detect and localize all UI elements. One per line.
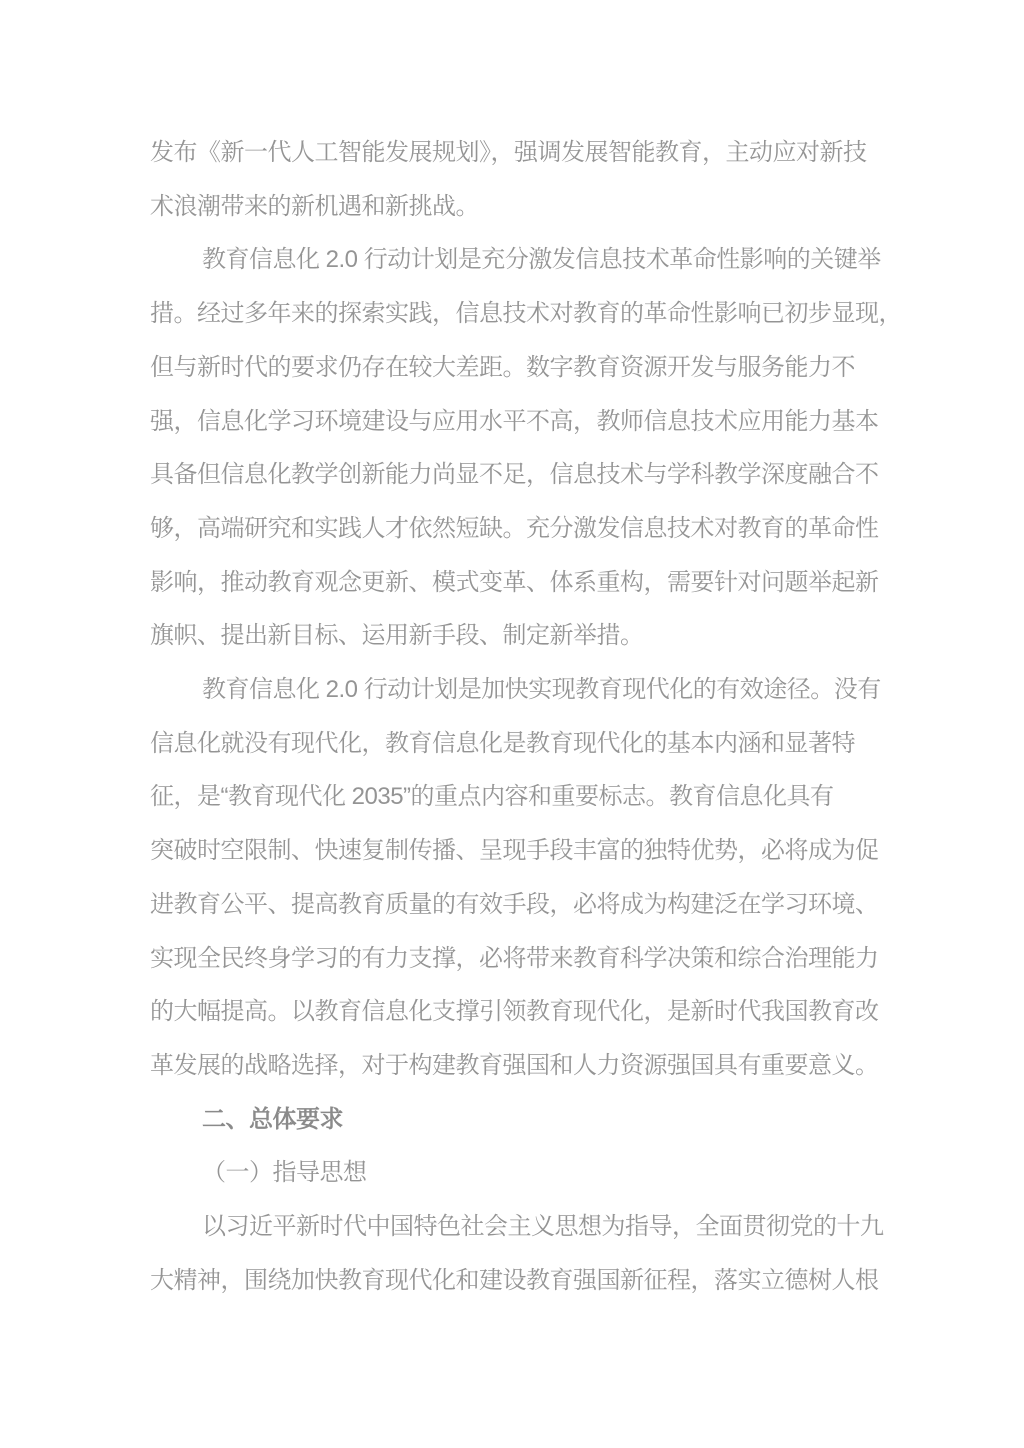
body-text-line: 术浪潮带来的新机遇和新挑战。 (150, 192, 479, 220)
body-text-line: 够，高端研究和实践人才依然短缺。充分激发信息技术对教育的革命性 (150, 514, 879, 542)
body-text-line: 实现全民终身学习的有力支撑，必将带来教育科学决策和综合治理能力 (150, 944, 879, 972)
body-text-line: 以习近平新时代中国特色社会主义思想为指导，全面贯彻党的十九 (202, 1213, 884, 1241)
body-text-line: 但与新时代的要求仍存在较大差距。数字教育资源开发与服务能力不 (150, 353, 855, 381)
body-text-line: 具备但信息化教学创新能力尚显不足，信息技术与学科教学深度融合不 (150, 461, 879, 489)
body-text-line: 影响，推动教育观念更新、模式变革、体系重构，需要针对问题举起新 (150, 568, 879, 596)
body-text-line: 信息化就没有现代化，教育信息化是教育现代化的基本内涵和显著特 (150, 729, 855, 757)
subsection-heading-line: （一）指导思想 (202, 1159, 367, 1187)
body-text-line: 教育信息化 2.0 行动计划是加快实现教育现代化的有效途径。没有 (202, 676, 881, 704)
body-text-line: 旗帜、提出新目标、运用新手段、制定新举措。 (150, 622, 644, 650)
body-text-line: 征，是“教育现代化 2035”的重点内容和重要标志。教育信息化具有 (150, 783, 834, 811)
section-heading-line: 二、总体要求 (202, 1105, 343, 1133)
body-text-line: 革发展的战略选择，对于构建教育强国和人力资源强国具有重要意义。 (150, 1051, 879, 1079)
body-text-line: 发布《新一代人工智能发展规划》，强调发展智能教育，主动应对新技 (150, 139, 867, 166)
body-text-line: 的大幅提高。以教育信息化支撑引领教育现代化，是新时代我国教育改 (150, 998, 879, 1026)
body-text-line: 措。经过多年来的探索实践，信息技术对教育的革命性影响已初步显现， (150, 300, 902, 328)
body-text-line: 大精神，围绕加快教育现代化和建设教育强国新征程，落实立德树人根 (150, 1266, 879, 1294)
body-text-line: 强，信息化学习环境建设与应用水平不高，教师信息技术应用能力基本 (150, 407, 879, 435)
body-text-line: 突破时空限制、快速复制传播、呈现手段丰富的独特优势，必将成为促 (150, 837, 879, 865)
body-text-line: 教育信息化 2.0 行动计划是充分激发信息技术革命性影响的关键举 (202, 246, 881, 274)
body-text-line: 进教育公平、提高教育质量的有效手段，必将成为构建泛在学习环境、 (150, 890, 879, 918)
